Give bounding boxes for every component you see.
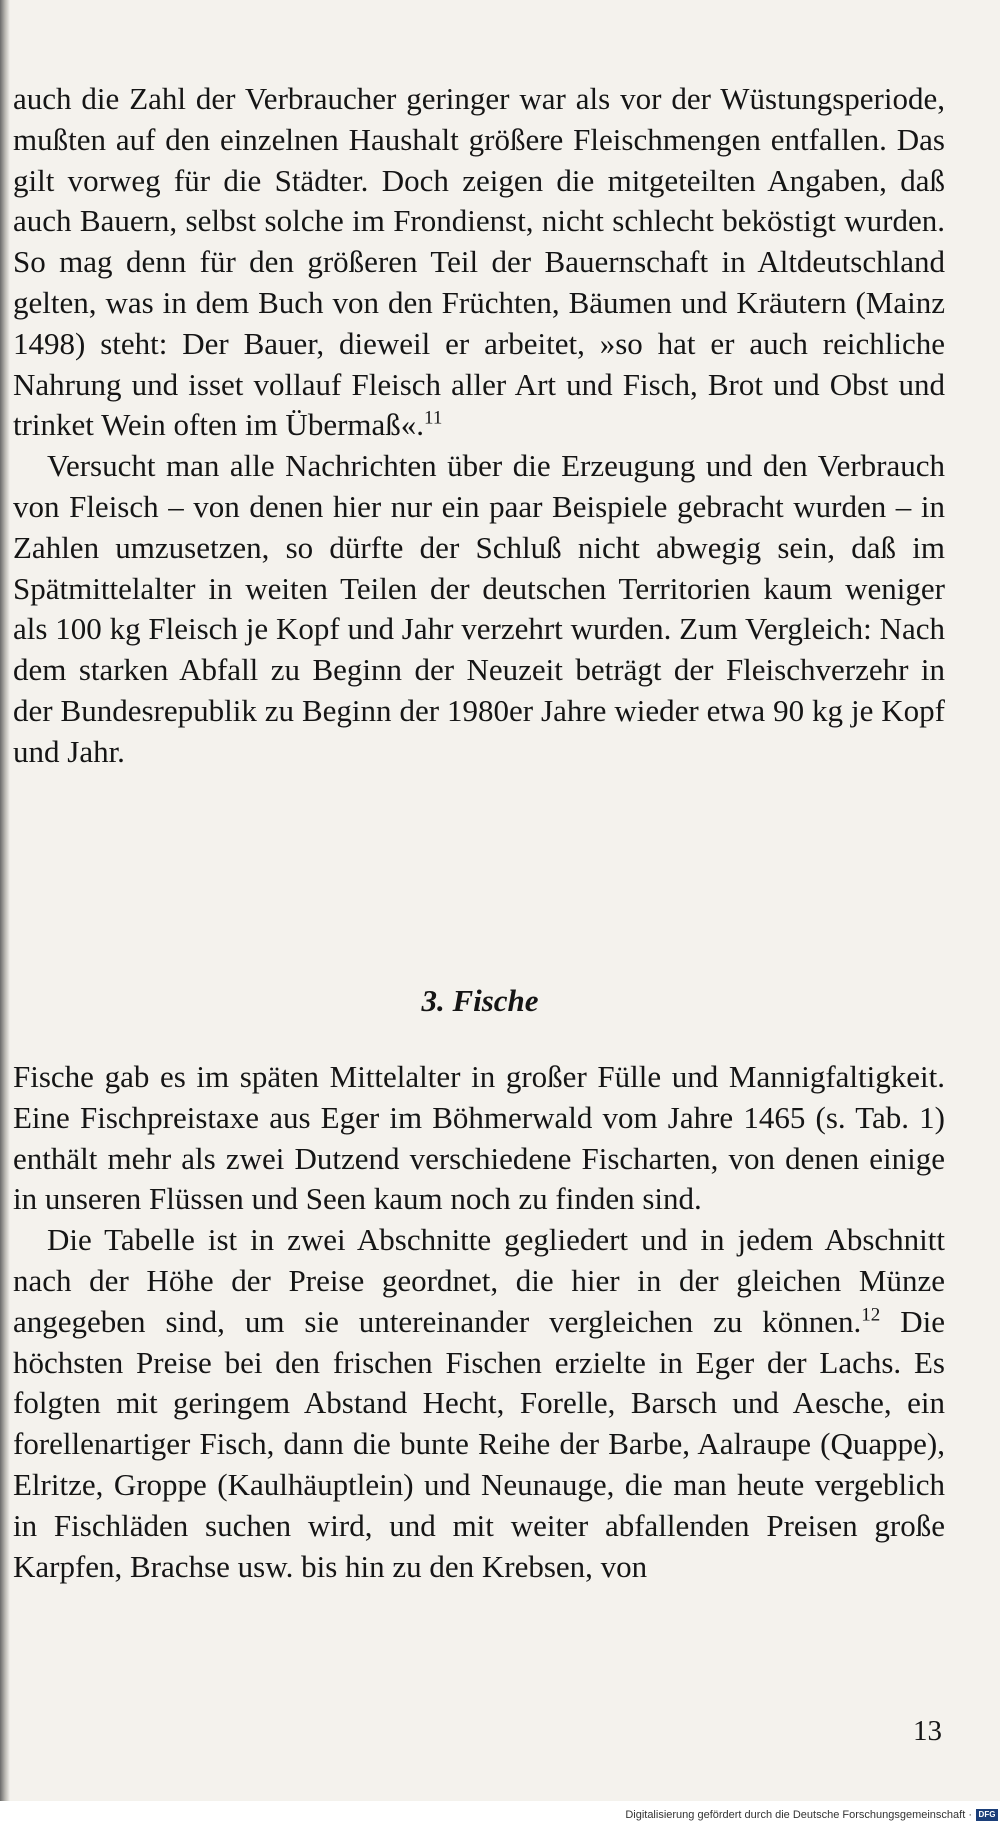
paragraph-meat-consumption <box>13 446 945 772</box>
paragraph-fish-abundance <box>13 1057 945 1220</box>
footnote-marker: 12 <box>861 1304 881 1326</box>
paragraph-text: auch die Zahl der Verbraucher geringer war als vor der Wüstungsperiode, mußten auf den einzelnen Haushalt größere Fleischmengen entfallen. Das gilt vorweg für die Städter. Doch zeigen die mitgeteilten Angaben, daß auch Bauern, selbst solche im Frondienst, nicht schlecht beköstigt wurden. So mag denn für den größeren Teil der Bauernschaft in Altdeutschland gelten, was in dem Buch von den Früchten, Bäumen und Kräutern (Mainz 1498) steht: Der Bauer, dieweil er arbeitet, »so hat er auch reichliche Nahrung und isset vollauf Fleisch aller Art und Fisch, Brot und Obst und trinket Wein often im Übermaß«. <box>13 81 945 443</box>
top-text-block <box>13 79 945 773</box>
bottom-text-block <box>13 1057 945 1587</box>
digitization-footer <box>0 1801 1000 1827</box>
paragraph-meat-supply <box>13 79 945 446</box>
paragraph-fish-prices <box>13 1220 945 1587</box>
paragraph-text: Die Tabelle ist in zwei Abschnitte gegliedert und in jedem Abschnitt nach der Höhe der Preise geordnet, die hier in der gleichen Münze angegeben sind, um sie untereinander vergleichen zu können. <box>13 1222 945 1339</box>
footnote-marker: 11 <box>424 408 443 430</box>
paragraph-text: Die höchsten Preise bei den frischen Fischen erzielte in Eger der Lachs. Es folgten mit geringem Abstand Hecht, Forelle, Barsch und Aesche, ein forellenartiger Fisch, dann die bunte Reihe der Barbe, Aalraupe (Quappe), Elritze, Groppe (Kaulhäuptlein) und Neunauge, die man heute vergeblich in Fischläden suchen wird, und mit weiter abfallenden Preisen große Karpfen, Brachse usw. bis hin zu den Krebsen, von <box>13 1303 946 1584</box>
footer-credit: Digitalisierung gefördert durch die Deutsche Forschungsgemeinschaft · <box>625 1809 972 1821</box>
binding-shadow <box>0 0 10 1827</box>
page-number: 13 <box>913 1715 942 1747</box>
paragraph-text: Fische gab es im späten Mittelalter in großer Fülle und Mannigfaltigkeit. Eine Fischpreistaxe aus Eger im Böhmerwald vom Jahre 1465 (s. Tab. 1) enthält mehr als zwei Dutzend verschiedene Fischarten, von denen einige in unseren Flüssen und Seen kaum noch zu finden sind. <box>13 1059 945 1217</box>
dfg-logo-icon: DFG <box>976 1809 998 1821</box>
section-heading: 3. Fische <box>421 983 539 1018</box>
paragraph-text: Versucht man alle Nachrichten über die Erzeugung und den Verbrauch von Fleisch – von denen hier nur ein paar Beispiele gebracht wurden – in Zahlen umzusetzen, so dürfte der Schluß nicht abwegig sein, daß im Spätmittelalter in weiten Teilen der deutschen Territorien kaum weniger als 100 kg Fleisch je Kopf und Jahr verzehrt wurden. Zum Vergleich: Nach dem starken Abfall zu Beginn der Neuzeit beträgt der Fleischverzehr in der Bundesrepublik zu Beginn der 1980er Jahre wieder etwa 90 kg je Kopf und Jahr. <box>13 448 945 769</box>
